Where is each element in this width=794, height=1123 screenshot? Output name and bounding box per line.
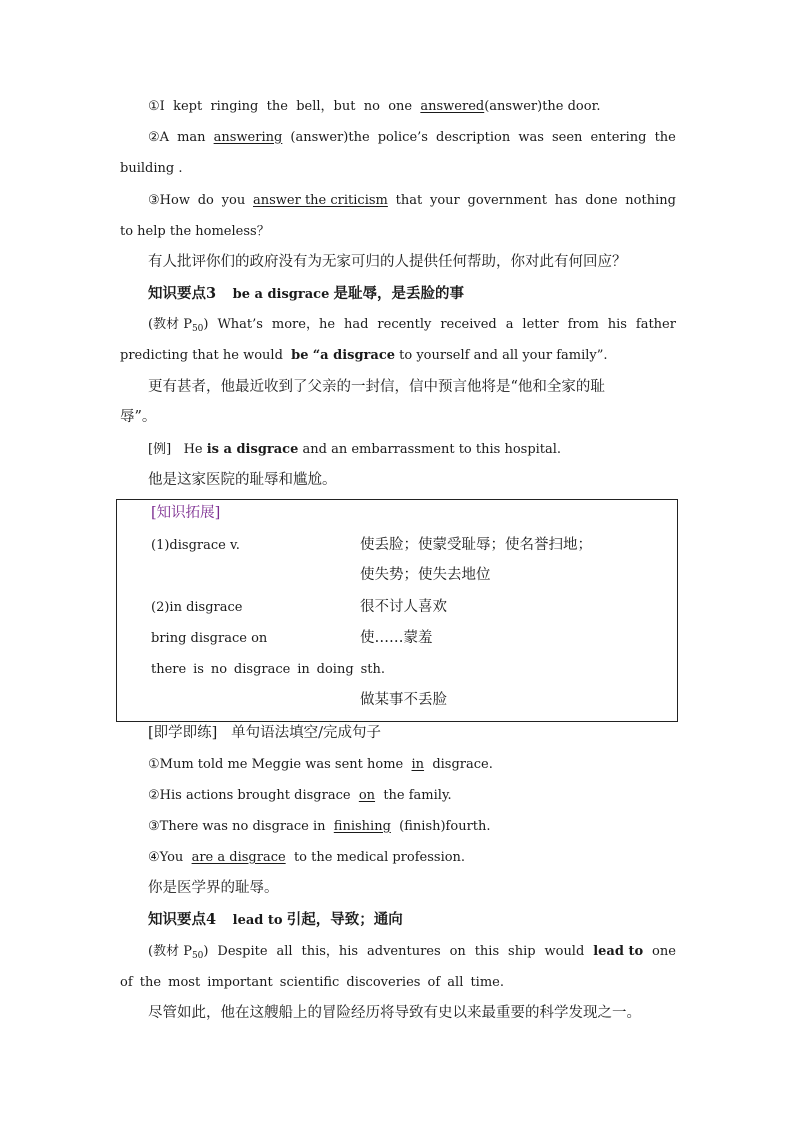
practice-q2	[148, 786, 676, 806]
word: government	[467, 193, 547, 208]
word: the	[139, 975, 162, 990]
word: adventures	[367, 944, 441, 959]
word: most	[168, 975, 201, 990]
word: kept	[173, 99, 203, 114]
word: discoveries	[346, 975, 421, 990]
point-3-text-line-1	[148, 315, 676, 335]
expansion-item-2: (2)in disgrace	[151, 600, 243, 615]
word: would	[544, 944, 585, 959]
bold-phrase: lead to	[593, 944, 644, 959]
point-3-translation-2: 辱”。	[120, 409, 157, 425]
answer-blank: are a disgrace	[191, 850, 286, 865]
sentence-1	[148, 99, 601, 114]
word: description	[436, 130, 511, 145]
word: ③How	[148, 193, 190, 208]
word: sth.	[360, 662, 385, 677]
question-text: (finish)fourth.	[399, 819, 491, 834]
word: recently	[377, 317, 432, 332]
question-text: ②His actions brought disgrace	[148, 788, 351, 803]
word: a	[505, 317, 514, 332]
question-text: to the medical profession.	[293, 850, 466, 865]
example-label: [例]	[148, 442, 172, 457]
word: one	[652, 944, 676, 959]
word: doing	[316, 662, 354, 677]
expansion-title: [知识拓展]	[151, 505, 221, 521]
point-4-header	[148, 910, 676, 931]
word: nothing	[625, 193, 676, 208]
exercise-3-translation: 有人批评你们的政府没有为无家可归的人提供任何帮助，你对此有何回应？	[148, 254, 627, 270]
word: his	[607, 317, 627, 332]
point-4-meaning: 引起，导致；通向	[286, 911, 403, 928]
word: you	[221, 193, 246, 208]
word: letter	[522, 317, 559, 332]
point-4-text-line-1	[148, 942, 676, 962]
question-text: ①Mum told me Meggie was sent home	[148, 757, 404, 772]
practice-q4	[148, 848, 676, 868]
word: on	[449, 944, 466, 959]
point-4-label: 知识要点4	[148, 911, 217, 928]
practice-q3	[148, 817, 676, 837]
word: the	[654, 130, 676, 145]
exercise-3-line-2: to help the homeless？	[120, 224, 270, 239]
item-number: ①	[148, 99, 160, 114]
expansion-meaning-2: 很不讨人喜欢	[360, 599, 447, 615]
word: important	[207, 975, 273, 990]
expansion-item-4	[151, 660, 385, 680]
point-3-example	[148, 440, 676, 460]
answer-blank: on	[358, 788, 376, 803]
question-text: the family.	[383, 788, 452, 803]
source-ref	[148, 942, 208, 962]
word: had	[344, 317, 369, 332]
expansion-item-1: (1)disgrace v.	[151, 538, 240, 553]
word: ②A	[148, 130, 170, 145]
word: scientific	[279, 975, 340, 990]
source-page: 50	[191, 951, 204, 961]
word: police’s	[377, 130, 428, 145]
point-4-text-line-2	[120, 973, 504, 993]
word: there	[151, 662, 187, 677]
word: your	[430, 193, 460, 208]
word: father	[635, 317, 676, 332]
text-segment: He	[183, 442, 203, 457]
expansion-item-3: bring disgrace on	[151, 631, 268, 646]
word: ringing	[210, 99, 259, 114]
practice-q1	[148, 755, 676, 775]
practice-q4-translation: 你是医学界的耻辱。	[148, 880, 279, 896]
word: this	[474, 944, 500, 959]
bold-phrase: be	[291, 348, 309, 363]
practice-header	[148, 723, 676, 743]
word: bell，but	[296, 99, 356, 114]
knowledge-expansion-box	[116, 499, 678, 722]
point-3-translation-1: 更有甚者，他最近收到了父亲的一封信，信中预言他将是“他和全家的耻	[148, 379, 605, 395]
answer-blank: answered	[420, 99, 485, 114]
word: no	[210, 662, 228, 677]
word: was	[518, 130, 544, 145]
expansion-meaning-1b: 使失势；使失去地位	[360, 567, 491, 583]
word: of	[427, 975, 441, 990]
word: one	[388, 99, 413, 114]
text-segment: predicting that he would	[120, 348, 283, 363]
source-prefix: (教材 P	[148, 317, 192, 332]
point-3-phrase: be a disgrace	[232, 287, 330, 302]
exercise-3-line-1	[148, 191, 676, 211]
answer-blank: answering	[213, 130, 283, 145]
source-page: 50	[191, 324, 204, 334]
word: seen	[551, 130, 583, 145]
bold-phrase: is a disgrace	[206, 442, 299, 457]
exercise-2-line-1	[148, 128, 676, 148]
word: done	[585, 193, 618, 208]
bold-phrase: “a disgrace	[312, 348, 396, 363]
point-4-phrase: lead to	[232, 913, 283, 928]
word: from	[567, 317, 599, 332]
expansion-meaning-4: 做某事不丢脸	[360, 692, 447, 708]
point-3-meaning: 是耻辱，是丢脸的事	[333, 285, 464, 302]
question-text: ④You	[148, 850, 184, 865]
word: do	[197, 193, 214, 208]
word: disgrace	[233, 662, 291, 677]
word: Despite	[217, 944, 268, 959]
source-prefix: (教材 P	[148, 944, 192, 959]
word: received	[440, 317, 497, 332]
practice-label: [即学即练]	[148, 725, 218, 741]
source-suffix: )	[203, 944, 209, 959]
word: more，he	[271, 317, 336, 332]
question-text: disgrace.	[432, 757, 493, 772]
answer-blank: in	[411, 757, 425, 772]
word: of	[120, 975, 133, 990]
word: all	[447, 975, 464, 990]
word: all	[276, 944, 293, 959]
word: in	[297, 662, 310, 677]
text-segment: to yourself and all your family”.	[399, 348, 608, 363]
point-4-translation: 尽管如此，他在这艘船上的冒险经历将导致有史以来最重要的科学发现之一。	[148, 1005, 641, 1021]
word: What’s	[217, 317, 263, 332]
word: has	[554, 193, 578, 208]
word: I	[159, 99, 165, 114]
exercise-2-line-2: building .	[120, 161, 183, 176]
word: entering	[590, 130, 647, 145]
word: the	[266, 99, 288, 114]
point-3-example-translation: 他是这家医院的耻辱和尴尬。	[148, 472, 337, 488]
text-segment: and an embarrassment to this hospital.	[302, 442, 562, 457]
point-3-label: 知识要点3	[148, 285, 217, 302]
word: man	[177, 130, 206, 145]
exercise-1	[148, 97, 676, 117]
word: no	[363, 99, 380, 114]
hint-text: (answer)the door.	[484, 99, 601, 114]
answer-blank: finishing	[333, 819, 391, 834]
word: that	[395, 193, 423, 208]
answer-blank: answer the criticism	[253, 193, 388, 208]
word: ship	[508, 944, 536, 959]
word: is	[193, 662, 204, 677]
word: this，his	[301, 944, 359, 959]
source-ref	[148, 315, 208, 335]
source-suffix: )	[203, 317, 209, 332]
point-3-text-line-2	[120, 346, 676, 366]
practice-title: 单句语法填空/完成句子	[231, 725, 382, 741]
expansion-meaning-1a: 使丢脸；使蒙受耻辱；使名誉扫地；	[360, 537, 592, 553]
question-text: ③There was no disgrace in	[148, 819, 326, 834]
word: (answer)the	[290, 130, 370, 145]
point-3-header	[148, 284, 676, 305]
word: time.	[470, 975, 504, 990]
expansion-meaning-3: 使……蒙羞	[360, 630, 433, 646]
